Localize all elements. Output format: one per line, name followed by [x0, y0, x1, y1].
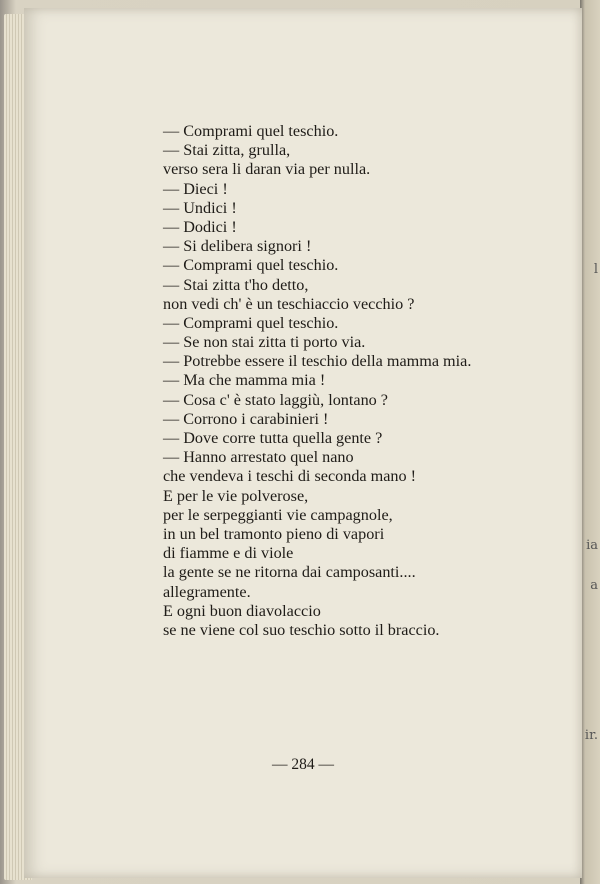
poem-text [163, 122, 563, 640]
next-leaf-edge [580, 0, 600, 884]
poem-line: — Si delibera signori ! [163, 237, 312, 256]
next-leaf-fragment: a [590, 578, 598, 593]
poem-line: — Comprami quel teschio. [163, 256, 339, 275]
poem-line: in un bel tramonto pieno di vapori [163, 524, 385, 543]
page-number: — 284 — [272, 756, 334, 773]
poem-line: — Stai zitta, grulla, [163, 141, 291, 160]
poem-line: — Comprami quel teschio. [163, 122, 339, 140]
poem-line: non vedi ch' è un teschiaccio vecchio ? [163, 294, 415, 313]
poem-line: verso sera li daran via per nulla. [163, 160, 371, 179]
poem-line: — Comprami quel teschio. [163, 313, 339, 332]
poem-line: — Cosa c' è stato laggiù, lontano ? [163, 390, 388, 409]
poem-line: se ne viene col suo teschio sotto il braccio. [163, 620, 440, 639]
poem-line: E ogni buon diavolaccio [163, 601, 321, 620]
poem-line: E per le vie polverose, [163, 486, 309, 505]
poem-line: — Corrono i carabinieri ! [163, 409, 329, 428]
poem-line: — Dieci ! [163, 179, 228, 198]
poem-line: di fiamme e di viole [163, 544, 294, 563]
poem-line: — Potrebbe essere il teschio della mamma mia. [163, 352, 472, 371]
poem-line: — Dove corre tutta quella gente ? [163, 429, 383, 447]
poem-line: — Undici ! [163, 198, 237, 217]
poem-line: allegramente. [163, 582, 251, 601]
poem-line: — Ma che mamma mia ! [163, 371, 326, 390]
poem-line: — Se non stai zitta ti porto via. [163, 333, 366, 352]
poem-line: — Dodici ! [163, 217, 237, 236]
poem-line: la gente se ne ritorna dai camposanti.... [163, 563, 416, 582]
next-leaf-fragment: ia [586, 538, 598, 553]
poem-line: — Stai zitta t'ho detto, [163, 275, 309, 294]
poem-line: per le serpeggianti vie campagnole, [163, 505, 393, 524]
poem-line: — Hanno arrestato quel nano [163, 448, 354, 467]
next-leaf-fragment: ir. [584, 728, 598, 743]
next-leaf-fragment: l [593, 262, 598, 277]
book-page [24, 8, 582, 878]
poem-line: che vendeva i teschi di seconda mano ! [163, 467, 417, 486]
